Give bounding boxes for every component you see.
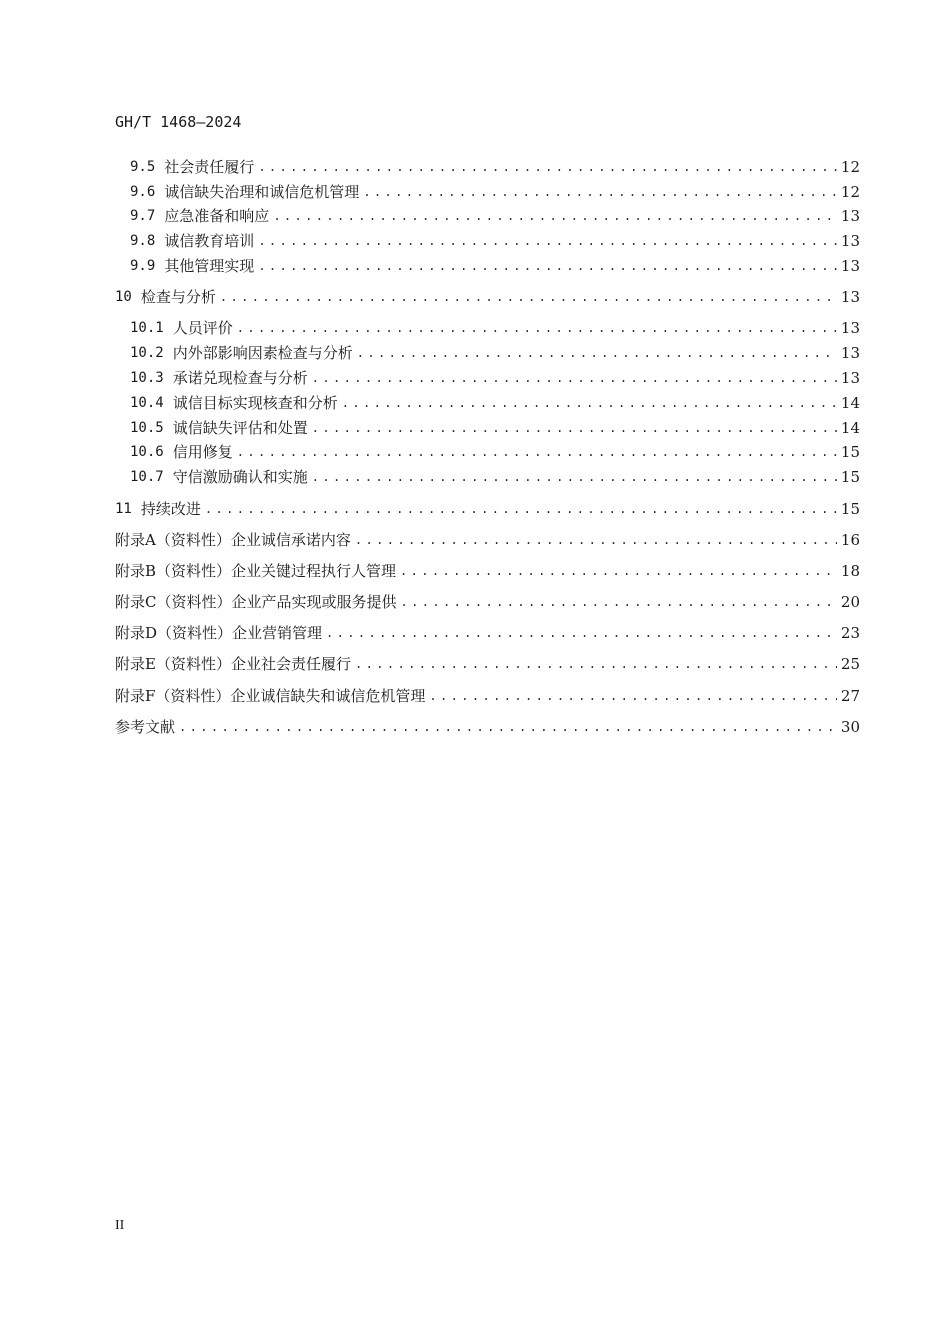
toc-dot-leader [342,392,837,414]
toc-dot-leader [363,181,837,203]
toc-entry-title: 检查与分析 [140,288,216,306]
toc-dot-leader [237,317,837,339]
toc-dot-leader [429,685,836,707]
toc-dot-leader [258,156,837,178]
toc-entry-number: 9.7 [130,208,156,224]
toc-entry-title: 其他管理实现 [164,257,255,275]
toc-entry-title: 守信激励确认和实施 [172,468,308,486]
toc-entry-page: 27 [840,687,860,705]
toc-entry-9-8[interactable] [130,230,860,252]
toc-dot-leader [312,466,837,488]
toc-entry-page: 23 [840,624,860,642]
toc-entry-page: 18 [840,562,860,580]
toc-entry-page: 13 [840,288,860,306]
toc-entry-title: 社会责任履行 [164,158,255,176]
toc-entry-title: 诚信缺失治理和诚信危机管理 [164,183,360,201]
toc-entry-page: 13 [840,369,860,387]
toc-entry-page: 20 [840,593,860,611]
toc-entry-title: 诚信缺失评估和处置 [172,419,308,437]
toc-dot-leader [312,417,837,439]
toc-entry-title: 内外部影响因素检查与分析 [172,344,353,362]
toc-entry-number: 10.7 [130,469,164,485]
toc-dot-leader [205,498,837,520]
toc-entry-title: 附录E（资料性）企业社会责任履行 [115,655,351,673]
toc-entry-page: 15 [840,443,860,461]
toc-entry-page: 14 [840,394,860,412]
toc-entry-10[interactable] [115,286,860,308]
toc-entry-page: 14 [840,419,860,437]
toc-entry-10-5[interactable] [130,417,860,439]
toc-entry-title: 应急准备和响应 [164,207,270,225]
toc-entry-references[interactable] [115,716,860,738]
toc-entry-page: 13 [840,232,860,250]
toc-entry-title: 人员评价 [172,319,233,337]
toc-entry-10-7[interactable] [130,466,860,488]
toc-entry-title: 附录F（资料性）企业诚信缺失和诚信危机管理 [115,687,426,705]
toc-entry-title: 附录A（资料性）企业诚信承诺内容 [115,531,351,549]
toc-dot-leader [258,255,837,277]
toc-dot-leader [179,716,837,738]
toc-entry-title: 诚信教育培训 [164,232,255,250]
toc-entry-page: 12 [840,183,860,201]
toc-entry-number: 9.6 [130,184,156,200]
toc-entry-page: 12 [840,158,860,176]
toc-entry-title: 诚信目标实现核查和分析 [172,394,338,412]
toc-dot-leader [400,591,836,613]
toc-entry-title: 信用修复 [172,443,233,461]
toc-entry-title: 承诺兑现检查与分析 [172,369,308,387]
toc-entry-number: 10.4 [130,395,164,411]
toc-entry-10-4[interactable] [130,392,860,414]
toc-entry-11[interactable] [115,498,860,520]
toc-entry-number: 10.5 [130,420,164,436]
page-number: II [115,1218,125,1233]
toc-entry-number: 10.3 [130,370,164,386]
toc-entry-10-6[interactable] [130,441,860,463]
toc-entry-number: 9.5 [130,159,156,175]
toc-entry-number: 9.9 [130,258,156,274]
toc-entry-title: 附录D（资料性）企业营销管理 [115,624,323,642]
toc-entry-10-1[interactable] [130,317,860,339]
toc-entry-9-5[interactable] [130,156,860,178]
toc-dot-leader [237,441,837,463]
toc-dot-leader [326,622,837,644]
toc-dot-leader [355,529,837,551]
toc-dot-leader [400,560,837,582]
toc-dot-leader [357,342,837,364]
toc-entry-number: 10.6 [130,444,164,460]
toc-entry-10-2[interactable] [130,342,860,364]
toc-entry-title: 持续改进 [140,500,201,518]
toc-dot-leader [312,367,837,389]
toc-entry-9-7[interactable] [130,205,860,227]
toc-dot-leader [220,286,837,308]
toc-entry-appendix-a[interactable] [115,529,860,551]
toc-entry-number: 10 [115,289,132,305]
toc-entry-page: 15 [840,500,860,518]
toc-entry-title: 附录B（资料性）企业关键过程执行人管理 [115,562,397,580]
toc-entry-appendix-c[interactable] [115,591,860,613]
toc-entry-9-6[interactable] [130,181,860,203]
toc-entry-appendix-f[interactable] [115,685,860,707]
toc-entry-page: 13 [840,319,860,337]
toc-entry-appendix-e[interactable] [115,653,860,675]
toc-entry-number: 10.1 [130,320,164,336]
toc-entry-page: 16 [840,531,860,549]
toc-entry-10-3[interactable] [130,367,860,389]
toc-entry-page: 13 [840,207,860,225]
toc-dot-leader [355,653,837,675]
toc-entry-appendix-d[interactable] [115,622,860,644]
toc-entry-title: 附录C（资料性）企业产品实现或服务提供 [115,593,397,611]
toc-entry-page: 15 [840,468,860,486]
toc-entry-page: 13 [840,344,860,362]
toc-entry-page: 30 [840,718,860,736]
toc-entry-appendix-b[interactable] [115,560,860,582]
toc-dot-leader [273,205,837,227]
toc-entry-title: 参考文献 [115,718,176,736]
toc-entry-9-9[interactable] [130,255,860,277]
toc-dot-leader [258,230,837,252]
toc-entry-number: 11 [115,501,132,517]
toc-entry-number: 9.8 [130,233,156,249]
toc-entry-page: 13 [840,257,860,275]
document-code: GH/T 1468—2024 [115,113,242,131]
toc-entry-number: 10.2 [130,345,164,361]
toc-entry-page: 25 [840,655,860,673]
